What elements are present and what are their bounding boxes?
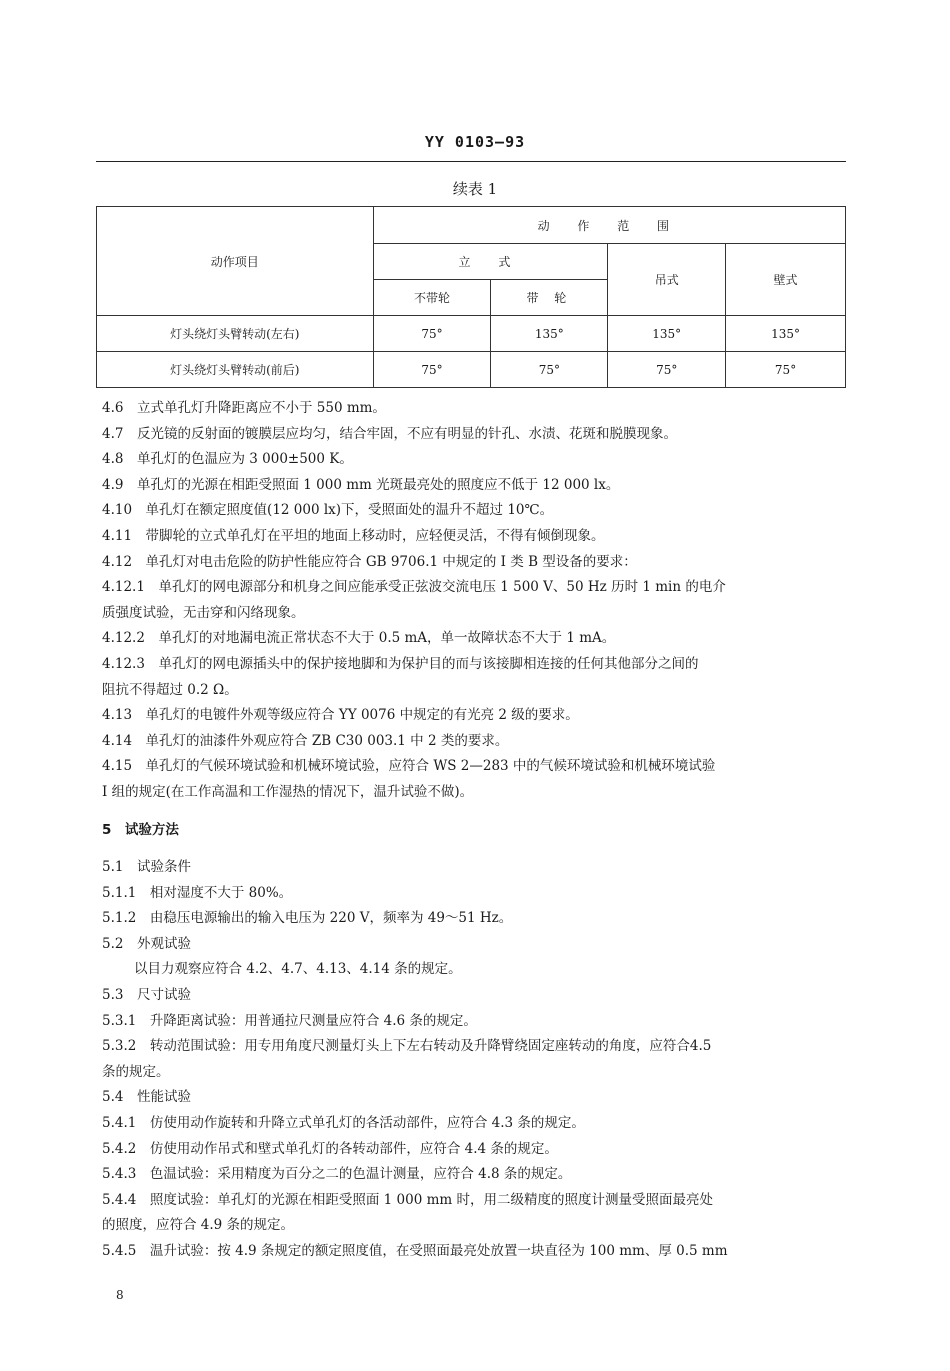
motion-range-table (96, 206, 846, 388)
cell-value: 135° (608, 316, 726, 352)
cell-value: 135° (491, 316, 608, 352)
cell-value: 75° (608, 352, 726, 388)
standard-code: YY 0103—93 (424, 133, 526, 151)
text-line: 5.4.2 仿使用动作吊式和壁式单孔灯的各转动部件，应符合 4.4 条的规定。 (102, 1140, 558, 1157)
text-line: 质强度试验，无击穿和闪络现象。 (102, 604, 305, 621)
table-title: 续表 1 (452, 180, 498, 198)
text-line: 4.8 单孔灯的色温应为 3 000±500 K。 (102, 451, 353, 468)
text-line: 5.3.1 升降距离试验：用普通拉尺测量应符合 4.6 条的规定。 (102, 1012, 477, 1029)
cell-value: 75° (491, 352, 608, 388)
text-line: 的照度，应符合 4.9 条的规定。 (102, 1217, 295, 1234)
cell-value: 75° (373, 352, 491, 388)
text-line: 4.12.2 单孔灯的对地漏电流正常状态不大于 0.5 mA，单一故障状态不大于 1 mA。 (102, 630, 616, 647)
text-line: 4.13 单孔灯的电镀件外观等级应符合 YY 0076 中规定的有光亮 2 级的要求。 (102, 707, 579, 724)
text-line: 5.1 试验条件 (102, 859, 191, 876)
text-line: 4.12 单孔灯对电击危险的防护性能应符合 GB 9706.1 中规定的 I 类 B 型设备的要求： (102, 553, 637, 570)
table-row (97, 316, 846, 352)
text-line: 5.1.1 相对湿度不大于 80%。 (102, 884, 293, 901)
header-item: 动作项目 (97, 207, 374, 316)
spacer (102, 806, 852, 818)
cell-value: 75° (726, 352, 846, 388)
text-line: 4.10 单孔灯在额定照度值(12 000 lx)下，受照面处的温升不超过 10℃。 (102, 502, 554, 519)
header-no-wheel: 不带轮 (373, 280, 491, 316)
header-wall: 壁式 (726, 244, 846, 316)
text-line: 4.11 带脚轮的立式单孔灯在平坦的地面上移动时，应轻便灵活，不得有倾倒现象。 (102, 527, 605, 544)
row-item: 灯头绕灯头臂转动(左右) (97, 316, 374, 352)
text-line: 4.14 单孔灯的油漆件外观应符合 ZB C30 003.1 中 2 类的要求。 (102, 732, 509, 749)
text-line: 5.4 性能试验 (102, 1089, 191, 1106)
text-line: 条的规定。 (102, 1063, 170, 1080)
text-line: 4.7 反光镜的反射面的镀膜层应均匀，结合牢固，不应有明显的针孔、水渍、花斑和脱膜现象。 (102, 425, 677, 442)
text-line: 阻抗不得超过 0.2 Ω。 (102, 681, 238, 698)
text-line: 以目力观察应符合 4.2、4.7、4.13、4.14 条的规定。 (134, 961, 462, 978)
text-line: 5.3.2 转动范围试验：用专用角度尺测量灯头上下左右转动及升降臂绕固定座转动的角度，应符合4.5 (102, 1038, 712, 1055)
cell-value: 75° (373, 316, 491, 352)
text-line: 5.1.2 由稳压电源输出的输入电压为 220 V，频率为 49～51 Hz。 (102, 910, 513, 927)
header-standing: 立 式 (373, 244, 608, 280)
page-number: 8 (116, 1288, 124, 1302)
row-item: 灯头绕灯头臂转动(前后) (97, 352, 374, 388)
header-rule (96, 161, 846, 162)
text-line: 5.4.5 温升试验：按 4.9 条规定的额定照度值，在受照面最亮处放置一块直径为 100 mm、厚 0.5 mm (102, 1243, 728, 1259)
text-line: 4.12.1 单孔灯的网电源部分和机身之间应能承受正弦波交流电压 1 500 V、50 Hz 历时 1 min 的电介 (102, 579, 726, 596)
text-line: 4.15 单孔灯的气候环境试验和机械环境试验，应符合 WS 2—283 中的气候环境试验和机械环境试验 (102, 758, 716, 775)
text-line: I 组的规定(在工作高温和工作湿热的情况下，温升试验不做)。 (102, 783, 474, 800)
text-line: 5.4.1 仿使用动作旋转和升降立式单孔灯的各活动部件，应符合 4.3 条的规定。 (102, 1115, 585, 1132)
text-line: 5.4.3 色温试验：采用精度为百分之二的色温计测量，应符合 4.8 条的规定。 (102, 1166, 572, 1183)
text-line: 5.2 外观试验 (102, 935, 191, 952)
header-wheel: 带 轮 (491, 280, 608, 316)
body-text (102, 396, 852, 1265)
text-line: 4.9 单孔灯的光源在相距受照面 1 000 mm 光斑最亮处的照度应不低于 12 000 lx。 (102, 476, 620, 493)
text-line: 4.12.3 单孔灯的网电源插头中的保护接地脚和为保护目的而与该接脚相连接的任何其他部分之间的 (102, 655, 699, 672)
cell-value: 135° (726, 316, 846, 352)
section-heading: 5 试验方法 (102, 821, 179, 838)
header-hanging: 吊式 (608, 244, 726, 316)
header-range: 动 作 范 围 (373, 207, 845, 244)
spacer (102, 843, 852, 855)
text-line: 5.3 尺寸试验 (102, 987, 191, 1004)
table-row (97, 352, 846, 388)
text-line: 5.4.4 照度试验：单孔灯的光源在相距受照面 1 000 mm 时，用二级精度的照度计测量受照面最亮处 (102, 1191, 713, 1208)
text-line: 4.6 立式单孔灯升降距离应不小于 550 mm。 (102, 400, 386, 416)
